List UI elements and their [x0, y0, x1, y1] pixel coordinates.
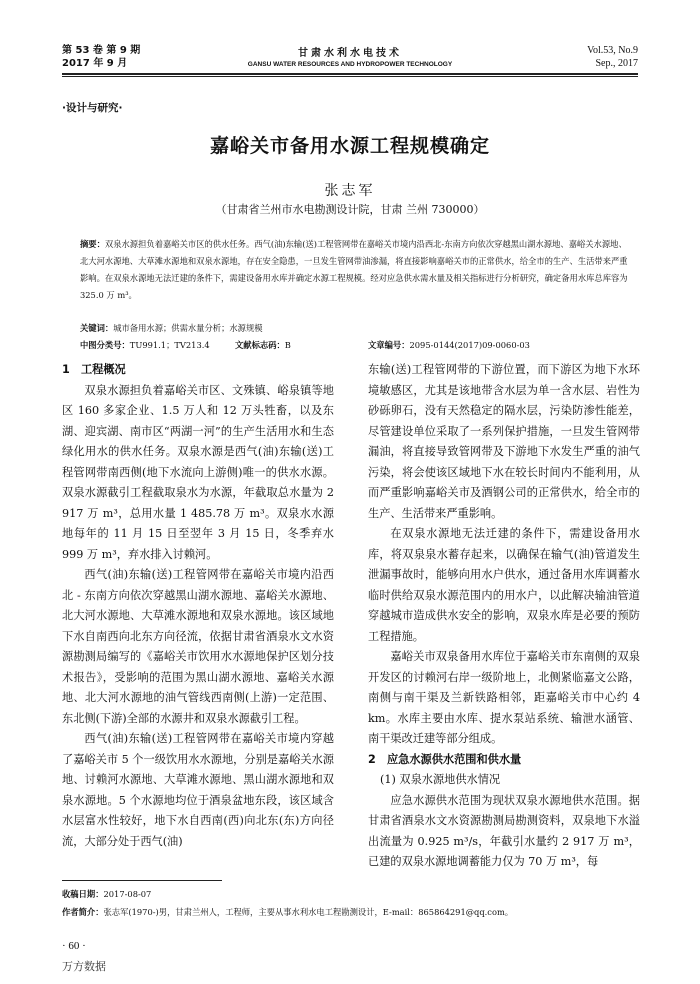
running-header-left — [62, 44, 140, 70]
body-paragraph: 东输(送)工程管网带的下游位置，而下游区为地下水环境敏感区，尤其是该地带含水层为单一含水层、岩性为砂砾卵石，没有天然稳定的隔水层，污染防渗性能差，尽管建设单位采取了一系列保护措施，一旦发生管网带漏油，将直接导致管网带及下游地下水发生严重的油气污染，将会使该区域地下水在较长时间内不能利用，从而严重影响嘉峪关市及酒钢公司的正常供水，给全市的生产、生活带来严重影响。 — [368, 363, 640, 520]
volume-issue: 第 53 卷 第 9 期 — [62, 45, 141, 56]
journal-name-en: GANSU WATER RESOURCES AND HYDROPOWER TECHNOLOGY — [247, 61, 453, 68]
running-header-right — [587, 44, 638, 70]
article-no-label: 文章编号： — [368, 340, 410, 350]
article-number — [368, 339, 530, 351]
author-bio-label: 作者简介： — [62, 907, 104, 917]
doc-code-label: 文献标志码： — [235, 340, 285, 350]
body-paragraph: 应急水源供水范围为现状双泉水源地供水范围。据甘肃省酒泉水文水资源勘测局勘测资料，双泉地下水溢出流量为 0.925 m³/s，年截引水量约 2 917 万 m³，已建的双泉水源地调蓄能力仅为 70 万 m³，每 — [368, 793, 640, 868]
keywords — [80, 322, 632, 334]
clc-value: TU991.1；TV213.4 — [129, 340, 210, 350]
body-paragraph: 双泉水源担负着嘉峪关市区、文殊镇、峪泉镇等地区 160 多家企业、1.5 万人和 12 万头牲畜，以及东湖、迎宾湖、南市区“两湖一河”的生产生活用水和生态绿化用水的供水任务。双泉水源是西气(油)东输(送)工程管网带南西侧(地下水流向上游侧)唯一的供水水源。双泉水源截引工程截取泉水为水源，年截取总水量为 2 917 万 m³，总用水量 1 485.78 万 m³。双泉水水源地每年的 11 月 15 日至翌年 3 月 15 日，冬季弃水 999 万 m³，弃水排入讨赖河。 — [62, 383, 334, 561]
received-label: 收稿日期： — [62, 889, 104, 899]
author-name: 张志军 — [324, 183, 376, 199]
received-date — [62, 885, 513, 903]
author-affiliation: （甘肃省兰州市水电勘测设计院，甘肃 兰州 730000） — [215, 203, 485, 216]
section-heading-2: 2 应急水源供水范围和供水量 — [368, 752, 522, 766]
watermark-text: 万方数据 — [62, 960, 106, 973]
header-rule-thin — [62, 76, 638, 77]
clc-number — [80, 339, 210, 351]
issue-date: 2017 年 9 月 — [62, 58, 128, 69]
paper-title: 嘉峪关市备用水源工程规模确定 — [209, 135, 490, 157]
body-column-right — [368, 360, 640, 873]
body-paragraph: 嘉峪关市双泉备用水库位于嘉峪关市东南侧的双泉开发区的讨赖河右岸一级阶地上，北侧紧临嘉文公路，南侧与南干渠及兰新铁路相邻，距嘉峪关市中心约 4 km。水库主要由水库、提水泵站系统、输泄水涵管、南干渠改迁建等部分组成。 — [368, 650, 640, 745]
article-no-value: 2095-0144(2017)09-0060-03 — [409, 340, 530, 350]
abstract — [80, 236, 632, 304]
received-value: 2017-08-07 — [103, 889, 152, 899]
header-rule-thick — [62, 73, 638, 75]
abstract-text: 双泉水源担负着嘉峪关市区的供水任务。西气(油)东输(送)工程管网带在嘉峪关市境内沿西北-东南方向依次穿越黑山湖水源地、嘉峪关水源地、北大河水源地、大草滩水源地和双泉水源地，存在安全隐患，一旦发生管网带油渗漏，将直接影响嘉峪关市的正常供水，给全市的生产、生活带来严重影响。在双泉水源地无法迁建的条件下，需建设备用水库并确定水源工程规模。经对应急供水需水量及相关指标进行分析研究，确定备用水库总库容为 325.0 万 m³。 — [80, 239, 628, 300]
body-paragraph: 在双泉水源地无法迁建的条件下，需建设备用水库，将双泉泉水蓄存起来，以确保在输气(油)管道发生泄漏事故时，能够向用水户供水，通过备用水库调蓄水临时供给双泉水源范围内的用水户，以此解决输油管道穿越城市造成供水安全的影响，双泉水库是必要的预防工程措施。 — [368, 527, 640, 643]
keywords-text: 城市备用水源；供需水量分析；水源规模 — [113, 323, 263, 333]
subsection-heading-2-1: (1) 双泉水源地供水情况 — [380, 773, 501, 786]
journal-name-cn: 甘肃水利水电技术 — [298, 48, 402, 59]
volume-issue-en: Vol.53, No.9 — [587, 45, 638, 56]
body-paragraph: 西气(油)东输(送)工程管网带在嘉峪关市境内沿西北 - 东南方向依次穿越黑山湖水源地、嘉峪关水源地、北大河水源地、大草滩水源地和双泉水源地。该区域地下水自南西向北东方向径流，依据甘肃省酒泉水文水资源勘测局编写的《嘉峪关市饮用水水源地保护区划分技术报告》，受影响的范围为黑山湖水源地、嘉峪关水源地、北大河水源地的油气管线西南侧(上游)一定范围、东北侧(下游)全部的水源井和双泉水源截引工程。 — [62, 568, 334, 725]
section-tag: ·设计与研究· — [62, 102, 123, 114]
section-heading-1: 1 工程概况 — [62, 363, 126, 376]
keywords-label: 关键词： — [80, 323, 114, 333]
body-column-left — [62, 360, 334, 852]
issue-date-en: Sep., 2017 — [595, 58, 638, 69]
doc-code-value: B — [284, 340, 291, 350]
author-bio — [62, 903, 513, 921]
footnote-rule — [62, 880, 222, 881]
page-number: · 60 · — [62, 940, 86, 952]
running-header-center — [200, 44, 500, 68]
author-bio-value: 张志军(1970-)男，甘肃兰州人，工程师，主要从事水利水电工程勘测设计，E-mail：865864291@qq.com。 — [103, 907, 514, 917]
abstract-label: 摘要： — [80, 239, 105, 249]
body-paragraph: 西气(油)东输(送)工程管网带在嘉峪关市境内穿越了嘉峪关市 5 个一级饮用水水源地，分别是嘉峪关水源地、讨赖河水源地、大草滩水源地、黑山湖水源地和双泉水源地。5 个水源地均位于酒泉盆地东段，该区域含水层富水性较好，地下水自西南(西)向北东(东)方向径流，大部分处于西气(油) — [62, 732, 334, 848]
document-code — [235, 339, 291, 351]
clc-label: 中图分类号： — [80, 340, 130, 350]
footnote — [62, 885, 513, 921]
